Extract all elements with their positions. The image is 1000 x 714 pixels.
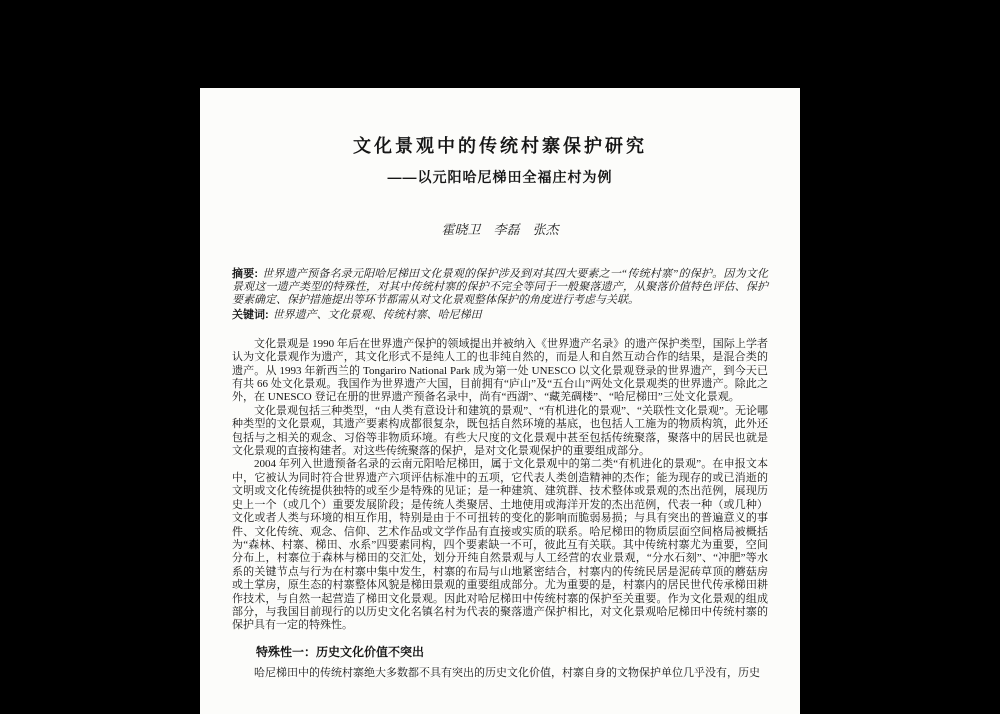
keywords-label: 关键词: — [232, 308, 269, 321]
paper-subtitle: ——以元阳哈尼梯田全福庄村为例 — [387, 169, 613, 185]
section-paragraph: 哈尼梯田中的传统村寨绝大多数都不具有突出的历史文化价值，村寨自身的文物保护单位几乎没有，历史 — [254, 667, 760, 680]
section-heading: 特殊性一：历史文化价值不突出 — [256, 644, 425, 659]
paragraph-3: 2004 年列入世遗预备名录的云南元阳哈尼梯田，属于文化景观中的第二类“有机进化的景观”。在申报文本中，它被认为同时符合世界遗产六项评估标准中的五项，它代表人类创造精神的杰作；能为现存的或已消逝的文明或文化传统提供独特的或至少是特殊的见证；是一种建筑、建筑群、技术整体或景观的杰出范例，展现历史上一个（或几个）重要发展阶段；是传统人类聚居、土地使用或海洋开发的杰出范例，代表一种（或几种）文化或者人类与环境的相互作用，特别是由于不可扭转的变化的影响而脆弱易损；与具有突出的普遍意义的事件、文化传统、观念、信仰、艺术作品或文学作品有直接或实质的联系。哈尼梯田的物质层面空间格局被概括为“森林、村寨、梯田、水系”四要素同构，四个要素缺一不可，彼此互有关联。其中传统村寨尤为重要，空间分布上，村寨位于森林与梯田的交汇处，划分开纯自然景观与人工经营的农业景观，“分水石刻”、“冲肥”等水系的关键节点与行为在村寨中集中发生，村寨的布局与山地紧密结合，村寨内的传统民居是泥砖草顶的蘑菇房或土掌房，原生态的村寨整体风貌是梯田景观的重要组成部分。尤为重要的是，村寨内的居民世代传承梯田耕作技术，与自然一起营造了梯田文化景观。因此对哈尼梯田中传统村寨的保护至关重要。作为文化景观的组成部分，与我国目前现行的以历史文化名镇名村为代表的聚落遗产保护相比，对文化景观哈尼梯田中传统村寨的保护具有一定的特殊性。 — [232, 458, 768, 632]
paragraph-1: 文化景观是 1990 年后在世界遗产保护的领域提出并被纳入《世界遗产名录》的遗产保护类型，国际上学者认为文化景观作为遗产，其文化形式不是纯人工的也非纯自然的，而是人和自然互动合作的结果，是混合类的遗产。从 1993 年新西兰的 Tongariro National Park 成为第一处 UNESCO 以文化景观登录的世界遗产，到今天已有共 66 处文化景观。我国作为世界遗产大国，目前拥有“庐山”及“五台山”两处文化景观类的世界遗产。除此之外，在 UNESCO 登记在册的世界遗产预备名录中，尚有“西湖”、“藏羌碉楼”、“哈尼梯田”三处文化景观。 — [232, 337, 768, 404]
paper-authors: 霍晓卫 李磊 张杰 — [441, 222, 559, 237]
abstract-text: 世界遗产预备名录元阳哈尼梯田文化景观的保护涉及到对其四大要素之一“传统村寨”的保护。因为文化景观这一遗产类型的特殊性，对其中传统村寨的保护不完全等同于一般聚落遗产，从聚落价值特色评估、保护要素确定、保护措施提出等环节都需从对文化景观整体保护的角度进行考虑与关联。 — [232, 268, 768, 307]
paper-body — [232, 338, 768, 681]
paper-title: 文化景观中的传统村寨保护研究 — [353, 136, 647, 156]
keywords-block — [232, 309, 768, 322]
abstract-block — [232, 268, 768, 308]
paragraph-2: 文化景观包括三种类型，“由人类有意设计和建筑的景观”、“有机进化的景观”、“关联性文化景观”。无论哪种类型的文化景观，其遗产要素构成都很复杂，既包括自然环境的基底，也包括人工施为的物质构筑，此外还包括与之相关的观念、习俗等非物质环境。有些大尺度的文化景观中甚至包括传统聚落，聚落中的居民也就是文化景观的直接构建者。对这些传统聚落的保护，是对文化景观保护的重要组成部分。 — [232, 404, 768, 458]
paper-page — [200, 88, 800, 714]
keywords-text: 世界遗产、文化景观、传统村寨、哈尼梯田 — [272, 308, 482, 321]
abstract-label: 摘要: — [232, 268, 259, 280]
